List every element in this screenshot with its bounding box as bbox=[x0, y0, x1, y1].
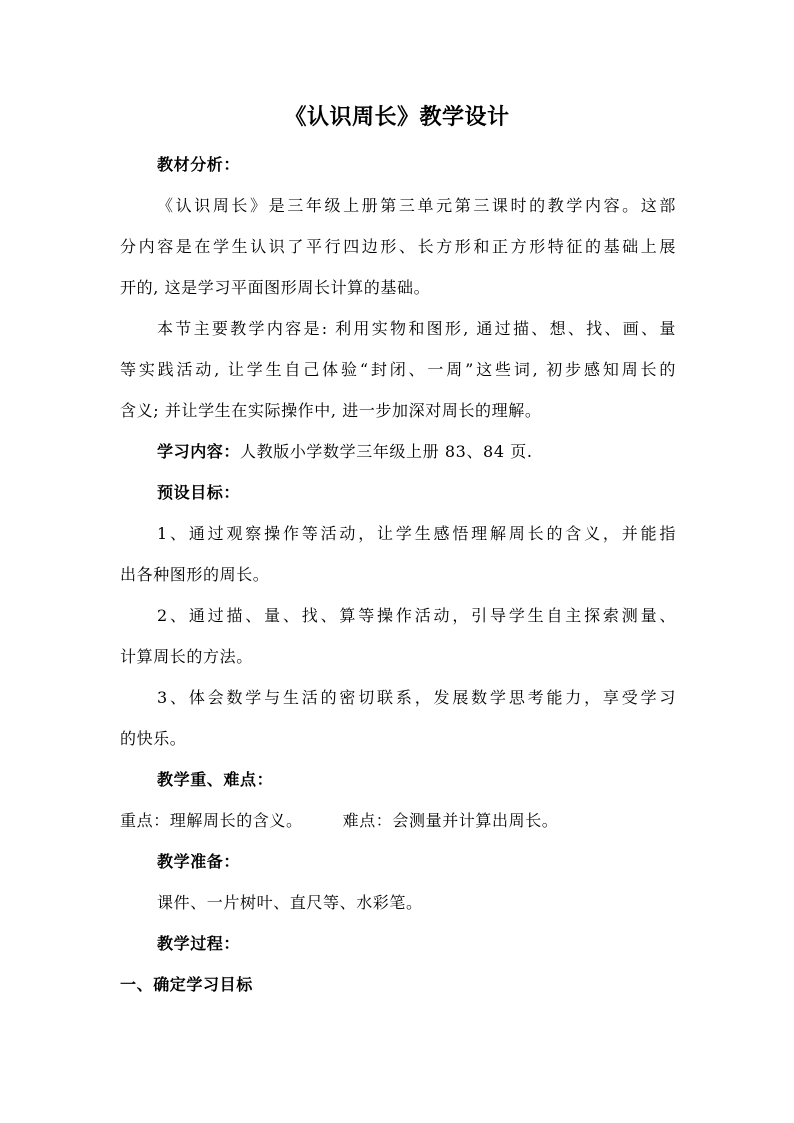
section-heading: 一、确定学习目标 bbox=[120, 975, 253, 994]
paragraph-line: 含义; 并让学生在实际操作中, 进一步加深对周长的理解。 bbox=[120, 401, 542, 420]
objective-line: 的快乐。 bbox=[120, 729, 187, 748]
paragraph-line: 本节主要教学内容是: 利用实物和图形, 通过描、想、找、画、量 bbox=[157, 319, 676, 338]
difficult-point-text: 难点：会测量并计算出周长。 bbox=[342, 811, 559, 830]
heading-objectives: 预设目标： bbox=[157, 483, 241, 502]
objective-line: 计算周长的方法。 bbox=[120, 647, 253, 666]
heading-textbook-analysis: 教材分析： bbox=[157, 155, 241, 174]
key-point-text: 重点：理解周长的含义。 bbox=[120, 811, 303, 830]
objective-line: 1、通过观察操作等活动，让学生感悟理解周长的含义，并能指 bbox=[157, 524, 676, 543]
paragraph-line: 《认识周长》是三年级上册第三单元第三课时的教学内容。这部 bbox=[157, 196, 676, 215]
objective-line: 2、通过描、量、找、算等操作活动，引导学生自主探索测量、 bbox=[157, 606, 676, 625]
objective-line: 出各种图形的周长。 bbox=[120, 565, 270, 584]
paragraph-line: 开的, 这是学习平面图形周长计算的基础。 bbox=[120, 278, 431, 297]
document-title: 《认识周长》教学设计 bbox=[284, 104, 510, 130]
paragraph-line: 等实践活动, 让学生自己体验“封闭、一周”这些词, 初步感知周长的 bbox=[120, 360, 676, 379]
paragraph-line: 分内容是在学生认识了平行四边形、长方形和正方形特征的基础上展 bbox=[120, 237, 676, 256]
objective-line: 3、体会数学与生活的密切联系，发展数学思考能力，享受学习 bbox=[157, 688, 676, 707]
learning-content-text: 人教版小学数学三年级上册 83、84 页. bbox=[240, 442, 533, 461]
key-points-line bbox=[120, 800, 676, 841]
heading-process: 教学过程： bbox=[157, 934, 241, 953]
preparation-text: 课件、一片树叶、直尺等、水彩笔。 bbox=[157, 893, 423, 912]
learning-content-line bbox=[120, 431, 676, 472]
document-body bbox=[120, 144, 676, 1005]
heading-key-points: 教学重、难点： bbox=[157, 770, 274, 789]
heading-preparation: 教学准备： bbox=[157, 852, 241, 871]
heading-learning-content: 学习内容： bbox=[157, 442, 241, 461]
